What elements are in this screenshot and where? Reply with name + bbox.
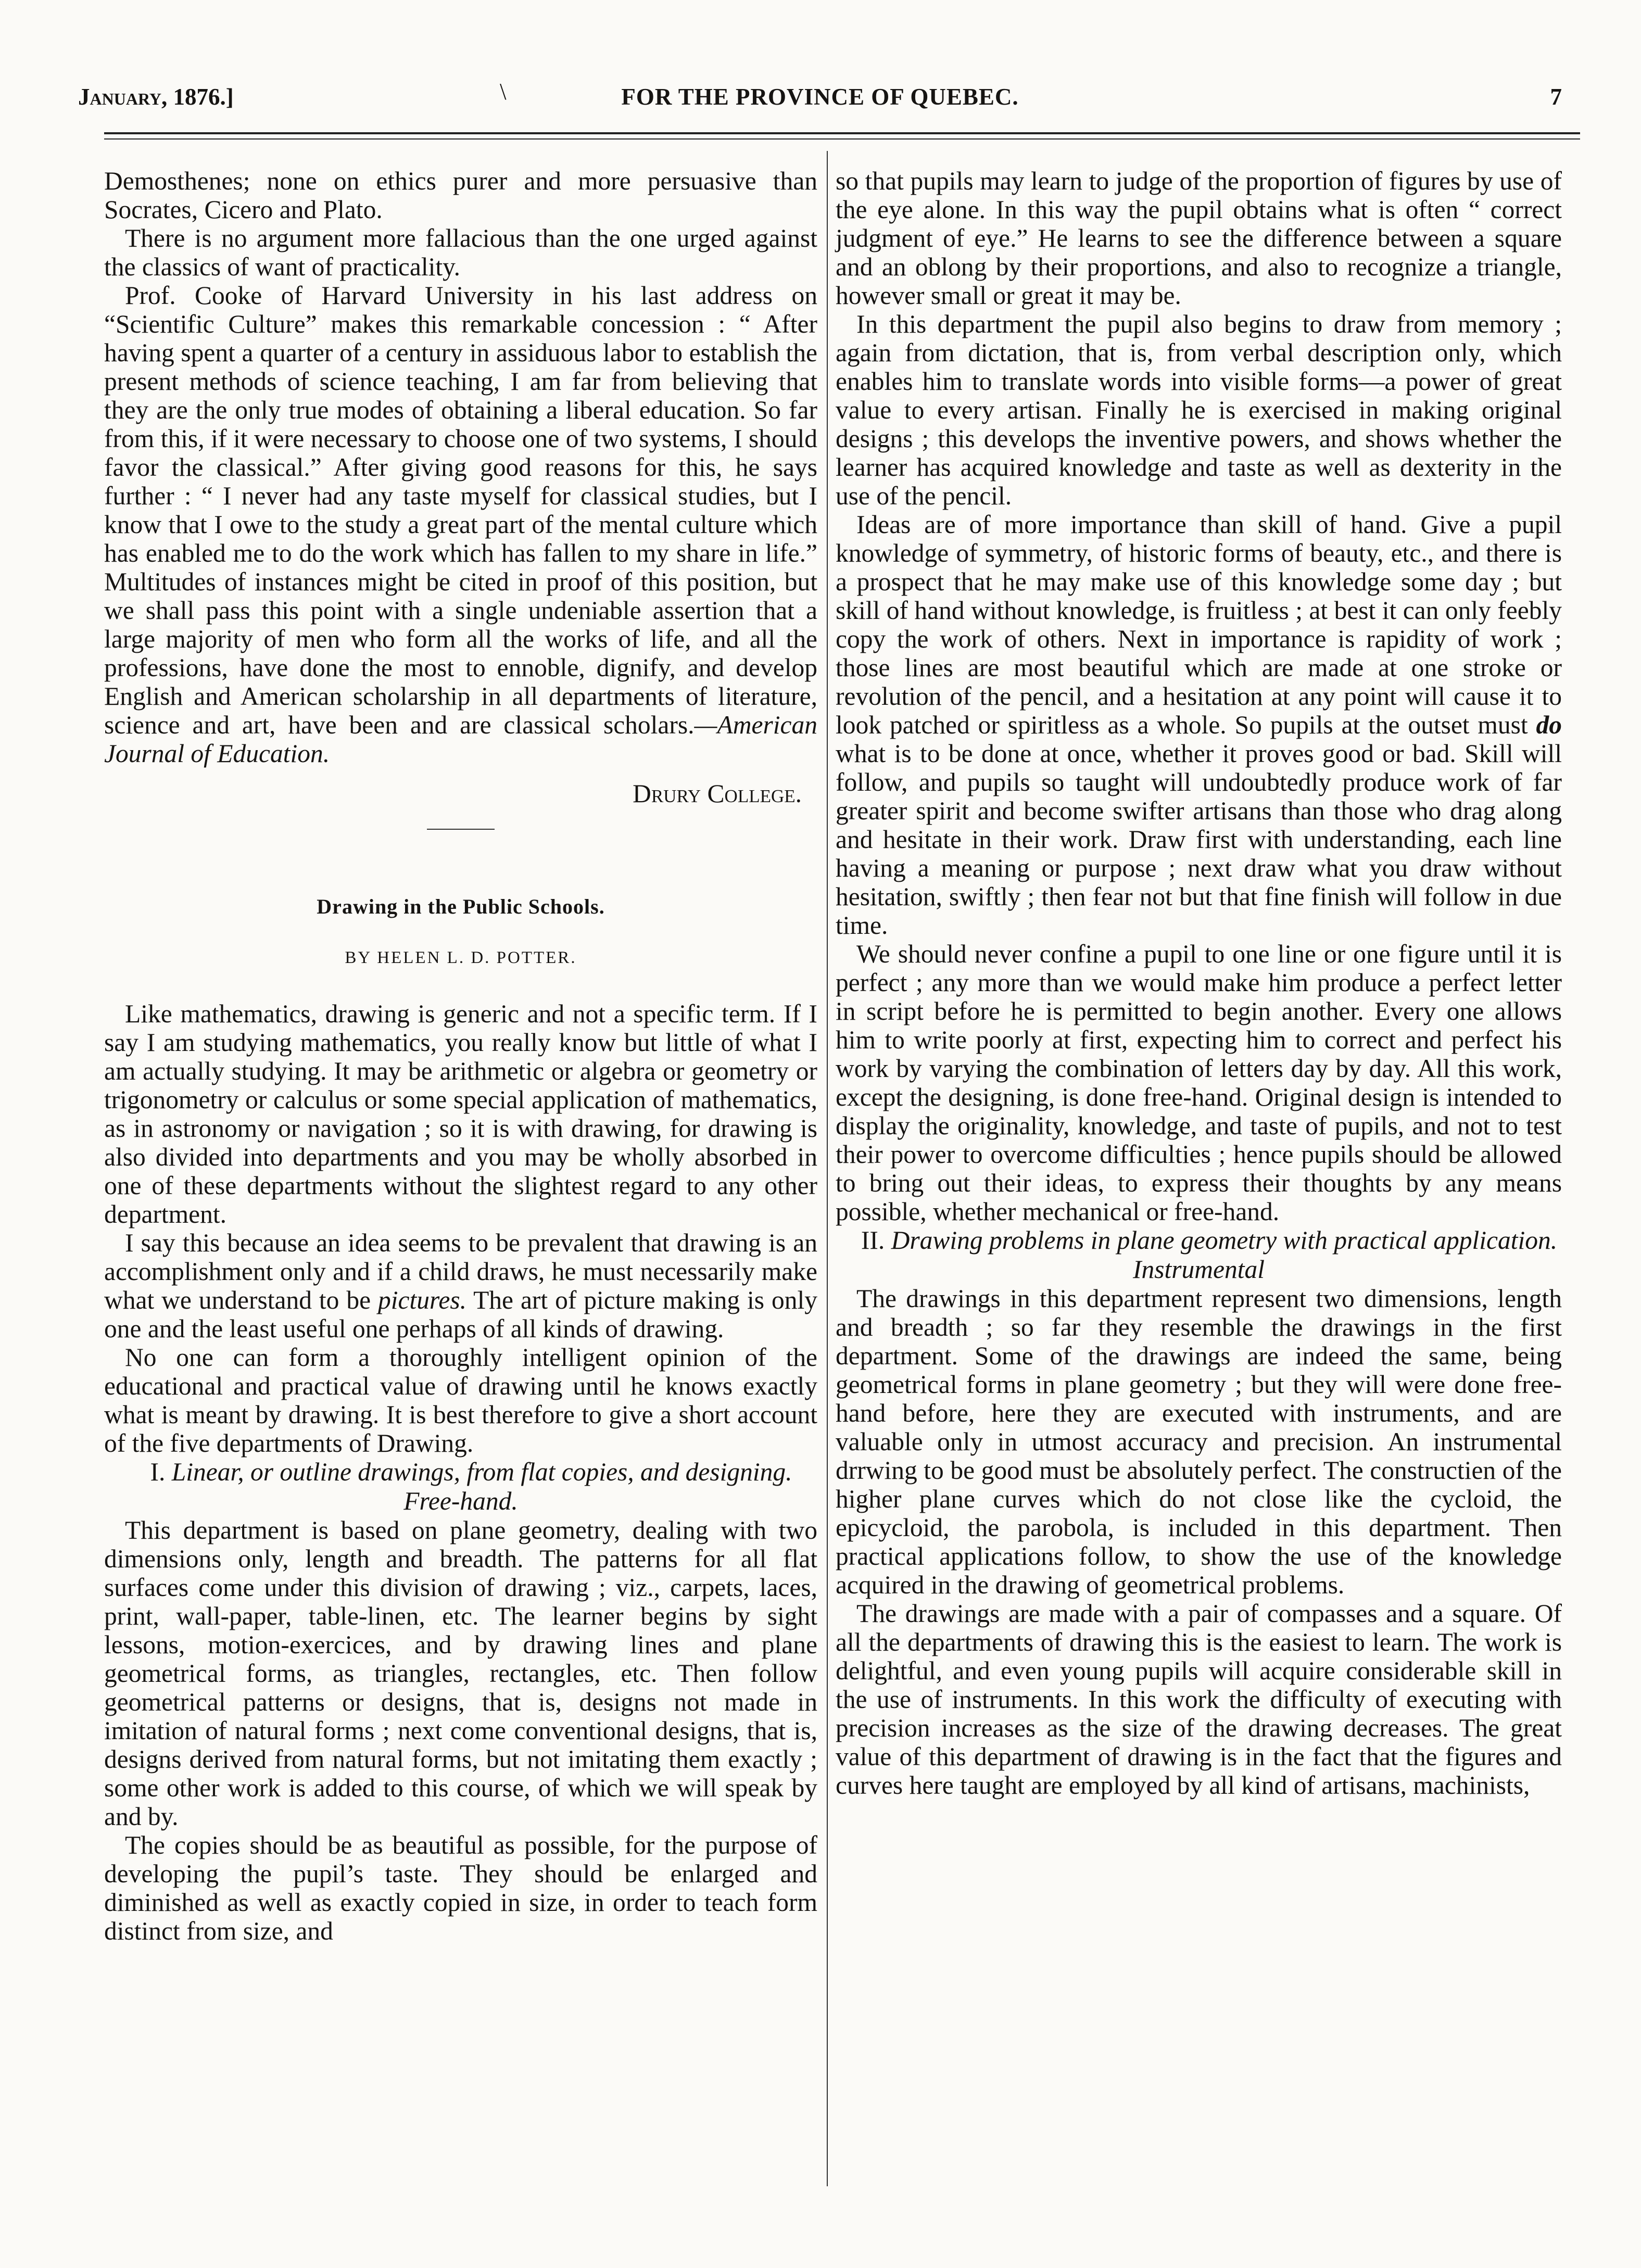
quote-text: Prof. Cooke of Harvard University in his last address on “Scientific Culture” makes this remarkable concession : “ After having spent a quarter of a century in assiduous labor to establish the present methods of science teaching, I am far from believing that they are the only true modes of obtaining a liberal education. So far from this, if it were necessary to choose one of two systems, I should favor the classical.” After giving good reasons for this, he says further : “ I never had any taste myself for classical studies, but I know that I owe to the study a great part of the mental culture which has enabled me to do the work which has fallen to my share in life.” Multitudes of instances might be cited in proof of this position, but we shall pass this point with a single undeniable assertion that a large majority of men who form all the works of life, and all the professions, have done the most to ennoble, dignify, and develop English and American scholarship in all departments of literature, science and art, have been and are classical scholars. xyxy=(104,281,817,739)
section-title: Drawing problems in plane geometry with practical application. Instrumental xyxy=(885,1226,1558,1284)
section-number: II. xyxy=(861,1226,885,1255)
paragraph: The drawings in this department represent two dimensions, length and breadth ; so far they resemble the drawings in the first department. Some of the drawings are indeed the same, being geometrical forms in plane geometry ; but they will were done free-hand before, here they are executed with instruments, and are valuable only in utmost accuracy and precision. An instrumental drrwing to be good must be absolutely perfect. The constructien of the higher plane curves which do not close like the cycloid, the epicycloid, the parobola, is included in this department. Then practical applications follow, to show the use of the knowledge acquired in the drawing of geometrical problems. xyxy=(836,1284,1562,1599)
article-title: Drawing in the Public Schools. xyxy=(317,895,605,918)
text-span: The art of picture making is only one and the least useful one perhaps of all kinds of drawing. xyxy=(104,1286,817,1343)
source-citation: —American Journal of Education. xyxy=(104,711,817,768)
header-stray-mark: \ xyxy=(500,79,507,105)
column-divider xyxy=(827,151,828,2186)
header-rule xyxy=(104,132,1580,134)
header-rule-thin xyxy=(104,138,1580,140)
running-header xyxy=(78,78,1562,120)
page-number: 7 xyxy=(1550,84,1562,110)
text-span: what is to be done at once, whether it proves good or bad. Skill will follow, and pupils so taught will undoubtedly produce work of far greater spirit and become swifter artisans than those who drag along and hesitate in their work. Draw first with understanding, each line having a meaning or purpose ; next draw what you draw without hesitation, swiftly ; then fear not but that fine finish will follow in due time. xyxy=(836,739,1562,940)
paragraph: We should never confine a pupil to one line or one figure until it is perfect ; any more than we would make him produce a perfect letter in script before he is permitted to begin another. Every one allows him to write poorly at first, expecting him to correct and perfect his work by varying the combination of letters day by day. All this work, except the designing, is done free-hand. Original design is intended to display the originality, knowledge, and taste of pupils, and not to test their power to overcome difficulties ; hence pupils should be allowed to bring out their ideas, to express their thoughts by any means possible, whether mechanical or free-hand. xyxy=(836,940,1562,1226)
paragraph: Demosthenes; none on ethics purer and more persuasive than Socrates, Cicero and Plato. xyxy=(104,167,817,224)
text-span: Ideas are of more importance than skill of hand. Give a pupil knowledge of symmetry, of historic forms of beauty, etc., and there is a prospect that he may make use of this knowledge some day ; but skill of hand without knowledge, is fruitless ; at best it can only feebly copy the work of others. Next in importance is rapidity of work ; those lines are most beautiful which are made at one stroke or revolution of the pencil, and a hesitation at any point will cause it to look patched or spiritless as a whole. So pupils at the outset must xyxy=(836,510,1562,739)
paragraph xyxy=(104,281,817,768)
section-heading xyxy=(836,1226,1562,1284)
paragraph: This department is based on plane geometry, dealing with two dimensions only, length and breadth. The patterns for all flat surfaces come under this division of drawing ; viz., carpets, laces, print, wall-paper, table-linen, etc. The learner begins by sight lessons, motion-exercices, and by drawing lines and plane geometrical forms, as triangles, rectangles, etc. Then follow geometrical patterns or designs, that is, designs not made in imitation of natural forms ; next come conventional designs, that is, designs derived from natural forms, but not imitating them exactly ; some other work is added to this course, of which we will speak by and by. xyxy=(104,1516,817,1831)
paragraph: Like mathematics, drawing is generic and not a specific term. If I say I am studying mathematics, you really know but little of what I am actually studying. It may be arithmetic or algebra or geometry or trigonometry or calculus or some special application of mathematics, as in astronomy or navigation ; so it is with drawing, for drawing is also divided into departments and you may be wholly absorbed in one of these departments without the slightest regard to any other department. xyxy=(104,999,817,1228)
section-title: Linear, or outline drawings, from flat copies, and designing. Free-hand. xyxy=(165,1458,792,1515)
section-number: I. xyxy=(150,1458,166,1486)
text-span: I say this because an idea seems to be prevalent that drawing is an accomplishment only and if a child draws, he must necessarily make what we understand to be xyxy=(104,1228,817,1314)
paragraph: There is no argument more fallacious than the one urged against the classics of want of practicality. xyxy=(104,224,817,281)
section-separator xyxy=(427,829,495,830)
section-heading xyxy=(104,1458,817,1516)
paragraph xyxy=(836,510,1562,940)
paragraph: No one can form a thoroughly intelligent opinion of the educational and practical value of drawing until he knows exactly what is meant by drawing. It is best therefore to give a short account of the five departments of Drawing. xyxy=(104,1343,817,1458)
emphasis: do xyxy=(1536,711,1562,739)
article-byline: BY HELEN L. D. POTTER. xyxy=(345,948,577,967)
paragraph: The copies should be as beautiful as possible, for the purpose of developing the pupil’s taste. They should be enlarged and diminished as well as exactly copied in size, in order to teach form distinct from size, and xyxy=(104,1831,817,1945)
paragraph xyxy=(104,1228,817,1343)
paragraph: In this department the pupil also begins to draw from memory ; again from dictation, that is, from verbal description only, which enables him to translate words into visible forms—a power of great value to every artisan. Finally he is exercised in making original designs ; this develops the inventive powers, and shows whether the learner has acquired knowledge and taste as well as dexterity in the use of the pencil. xyxy=(836,310,1562,510)
emphasis: pictures. xyxy=(378,1286,467,1314)
right-column xyxy=(836,167,1562,1800)
paragraph: so that pupils may learn to judge of the proportion of figures by use of the eye alone. In this way the pupil obtains what is often “ correct judgment of eye.” He learns to see the difference between a square and an oblong by their proportions, and also to recognize a triangle, however small or great it may be. xyxy=(836,167,1562,310)
left-column xyxy=(104,167,817,1945)
header-date: January, 1876.] xyxy=(78,84,234,110)
paragraph: The drawings are made with a pair of compasses and a square. Of all the departments of drawing this is the easiest to learn. The work is delightful, and even young pupils will acquire considerable skill in the use of instruments. In this work the difficulty of executing with precision increases as the size of the drawing decreases. The great value of this department of drawing is in the fact that the figures and curves here taught are employed by all kind of artisans, machinists, xyxy=(836,1599,1562,1800)
signature: Drury College. xyxy=(633,779,802,808)
header-title: FOR THE PROVINCE OF QUEBEC. xyxy=(621,84,1019,110)
